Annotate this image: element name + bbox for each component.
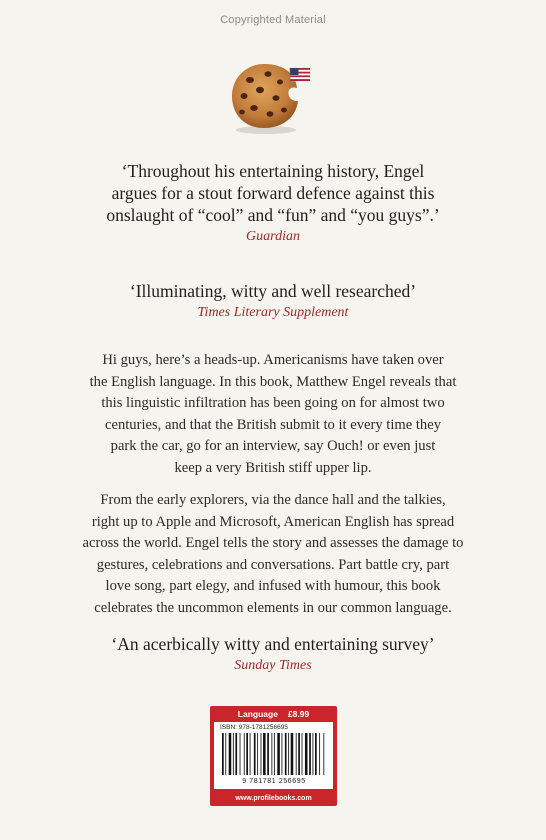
- paragraph-line: this linguistic infiltration has been going on for almost two: [101, 395, 445, 411]
- quote-source: Sunday Times: [234, 658, 312, 673]
- barcode-panel: [210, 706, 337, 806]
- paragraph-line: From the early explorers, via the dance hall and the talkies,: [100, 492, 446, 508]
- price-label: £8.99: [287, 708, 310, 719]
- review-quote-guardian: [0, 160, 546, 246]
- barcode-digits: 9 781781 256695: [242, 778, 306, 785]
- blurb-paragraph-1: [50, 350, 496, 479]
- barcode-header: [210, 706, 337, 721]
- paragraph-line: keep a very British stiff upper lip.: [174, 459, 372, 476]
- paragraph-line: centuries, and that the British submit to it every time they: [105, 416, 441, 433]
- quote-source: Times Literary Supplement: [197, 305, 349, 320]
- blurb-paragraph-2: [50, 490, 496, 619]
- paragraph-line: celebrates the uncommon elements in our common language.: [94, 599, 452, 616]
- copyright-watermark: Copyrighted Material: [220, 14, 326, 26]
- barcode-icon: [220, 733, 328, 777]
- quote-line: ‘Illuminating, witty and well researched’: [129, 281, 417, 301]
- publisher-url: www.profilebooks.com: [235, 795, 312, 802]
- quote-line: ‘An acerbically witty and entertaining survey’: [111, 634, 435, 654]
- cookie-icon: [224, 58, 324, 138]
- review-quote-tls: [0, 280, 546, 322]
- paragraph-line: Hi guys, here’s a heads-up. Americanisms have taken over: [102, 352, 444, 368]
- paragraph-line: the English language. In this book, Matthew Engel reveals that: [89, 373, 457, 390]
- cookie-illustration: [224, 58, 324, 138]
- quote-source: Guardian: [246, 229, 300, 244]
- paragraph-line: love song, part elegy, and infused with humour, this book: [105, 578, 441, 594]
- review-quote-sunday-times: [0, 633, 546, 675]
- paragraph-line: right up to Apple and Microsoft, American English has spread: [91, 513, 455, 530]
- paragraph-line: across the world. Engel tells the story and assesses the damage to: [82, 535, 464, 551]
- quote-line: argues for a stout forward defence against this: [111, 183, 435, 203]
- paragraph-line: gestures, celebrations and conversations. Part battle cry, part: [96, 556, 450, 573]
- quote-line: ‘Throughout his entertaining history, Engel: [121, 161, 425, 181]
- quote-line: onslaught of “cool” and “fun” and “you guys”.’: [106, 205, 440, 225]
- paragraph-line: park the car, go for an interview, say Ouch! or even just: [110, 438, 436, 454]
- barcode-area: [214, 722, 333, 789]
- isbn-text: ISBN: 978-1781256695: [220, 724, 288, 731]
- category-label: Language: [237, 708, 278, 719]
